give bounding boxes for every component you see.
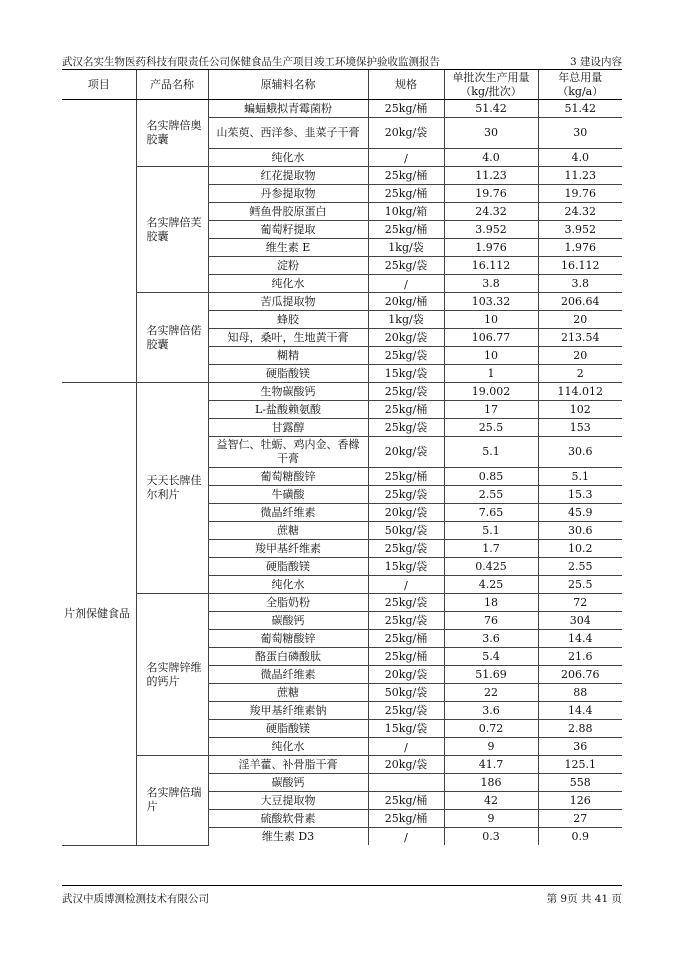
material-name-cell: 硬脂酸镁 xyxy=(208,720,368,738)
annual-amount-cell: 21.6 xyxy=(538,648,622,666)
raw-materials-table xyxy=(62,70,622,846)
material-name-cell: 葡萄糖酸锌 xyxy=(208,468,368,486)
material-name-cell: 红花提取物 xyxy=(208,167,368,185)
spec-cell: 25kg/袋 xyxy=(368,257,444,275)
spec-cell: / xyxy=(368,576,444,594)
annual-amount-cell: 206.76 xyxy=(538,666,622,684)
annual-amount-cell: 1.976 xyxy=(538,239,622,257)
batch-amount-cell: 17 xyxy=(444,401,538,419)
material-name-cell: 丹参提取物 xyxy=(208,185,368,203)
material-name-cell: L-盐酸赖氨酸 xyxy=(208,401,368,419)
material-name-cell: 微晶纤维素 xyxy=(208,666,368,684)
material-name-cell: 维生素 E xyxy=(208,239,368,257)
table-row xyxy=(62,594,622,612)
material-name-cell: 生物碳酸钙 xyxy=(208,383,368,401)
annual-amount-cell: 2.55 xyxy=(538,558,622,576)
material-name-cell: 硫酸软骨素 xyxy=(208,810,368,828)
batch-amount-cell: 0.425 xyxy=(444,558,538,576)
product-name-cell: 名实牌倍芙胶囊 xyxy=(136,167,208,293)
material-name-cell: 甘露醇 xyxy=(208,419,368,437)
section-label: 3 建设内容 xyxy=(569,56,622,68)
batch-amount-cell: 0.72 xyxy=(444,720,538,738)
annual-amount-cell: 126 xyxy=(538,792,622,810)
annual-amount-cell: 10.2 xyxy=(538,540,622,558)
annual-amount-cell: 30.6 xyxy=(538,437,622,468)
batch-amount-cell: 22 xyxy=(444,684,538,702)
batch-amount-cell: 25.5 xyxy=(444,419,538,437)
annual-amount-cell: 19.76 xyxy=(538,185,622,203)
batch-amount-cell: 2.55 xyxy=(444,486,538,504)
col-header: 原辅料名称 xyxy=(208,70,368,100)
annual-amount-cell: 153 xyxy=(538,419,622,437)
annual-amount-cell: 25.5 xyxy=(538,576,622,594)
spec-cell: 25kg/袋 xyxy=(368,419,444,437)
spec-cell: 25kg/袋 xyxy=(368,612,444,630)
batch-amount-cell: 10 xyxy=(444,311,538,329)
material-name-cell: 碳酸钙 xyxy=(208,774,368,792)
col-header: 年总用量（kg/a） xyxy=(538,70,622,100)
material-name-cell: 淀粉 xyxy=(208,257,368,275)
spec-cell: 20kg/袋 xyxy=(368,666,444,684)
col-header: 单批次生产用量（kg/批次） xyxy=(444,70,538,100)
spec-cell: 20kg/袋 xyxy=(368,437,444,468)
col-header: 规格 xyxy=(368,70,444,100)
col-header: 产品名称 xyxy=(136,70,208,100)
table-row xyxy=(62,383,622,401)
spec-cell: 25kg/袋 xyxy=(368,540,444,558)
annual-amount-cell: 51.42 xyxy=(538,100,622,118)
spec-cell: 25kg/桶 xyxy=(368,401,444,419)
batch-amount-cell: 10 xyxy=(444,347,538,365)
table-row xyxy=(62,167,622,185)
spec-cell: 25kg/桶 xyxy=(368,468,444,486)
table-body xyxy=(62,100,622,846)
spec-cell: 25kg/桶 xyxy=(368,648,444,666)
material-name-cell: 葡萄糖酸锌 xyxy=(208,630,368,648)
spec-cell: 50kg/袋 xyxy=(368,522,444,540)
spec-cell: 1kg/袋 xyxy=(368,239,444,257)
material-name-cell: 纯化水 xyxy=(208,149,368,167)
batch-amount-cell: 19.002 xyxy=(444,383,538,401)
footer-rule xyxy=(62,885,622,886)
batch-amount-cell: 51.42 xyxy=(444,100,538,118)
annual-amount-cell: 2 xyxy=(538,365,622,383)
batch-amount-cell: 1.7 xyxy=(444,540,538,558)
batch-amount-cell: 106.77 xyxy=(444,329,538,347)
batch-amount-cell: 42 xyxy=(444,792,538,810)
table-header-row xyxy=(62,70,622,100)
material-name-cell: 蝙蝠蛾拟青霉菌粉 xyxy=(208,100,368,118)
annual-amount-cell: 3.952 xyxy=(538,221,622,239)
annual-amount-cell: 27 xyxy=(538,810,622,828)
product-name-cell: 名实牌锌维的钙片 xyxy=(136,594,208,756)
material-name-cell: 羧甲基纤维素 xyxy=(208,540,368,558)
annual-amount-cell: 0.9 xyxy=(538,828,622,846)
report-title: 武汉名实生物医药科技有限责任公司保健食品生产项目竣工环境保护验收监测报告 xyxy=(62,56,440,68)
annual-amount-cell: 206.64 xyxy=(538,293,622,311)
spec-cell: 25kg/袋 xyxy=(368,702,444,720)
batch-amount-cell: 0.3 xyxy=(444,828,538,846)
batch-amount-cell: 5.4 xyxy=(444,648,538,666)
annual-amount-cell: 88 xyxy=(538,684,622,702)
spec-cell: 15kg/袋 xyxy=(368,558,444,576)
table-row xyxy=(62,756,622,774)
spec-cell: 15kg/袋 xyxy=(368,365,444,383)
spec-cell: 25kg/袋 xyxy=(368,486,444,504)
batch-amount-cell: 3.6 xyxy=(444,702,538,720)
annual-amount-cell: 125.1 xyxy=(538,756,622,774)
spec-cell: 25kg/桶 xyxy=(368,221,444,239)
spec-cell: 25kg/桶 xyxy=(368,630,444,648)
annual-amount-cell: 45.9 xyxy=(538,504,622,522)
annual-amount-cell: 558 xyxy=(538,774,622,792)
material-name-cell: 蔗糖 xyxy=(208,522,368,540)
spec-cell: 20kg/袋 xyxy=(368,504,444,522)
annual-amount-cell: 14.4 xyxy=(538,702,622,720)
material-name-cell: 苦瓜提取物 xyxy=(208,293,368,311)
spec-cell: 15kg/袋 xyxy=(368,720,444,738)
material-name-cell: 葡萄籽提取 xyxy=(208,221,368,239)
annual-amount-cell: 20 xyxy=(538,311,622,329)
annual-amount-cell: 213.54 xyxy=(538,329,622,347)
annual-amount-cell: 24.32 xyxy=(538,203,622,221)
annual-amount-cell: 20 xyxy=(538,347,622,365)
annual-amount-cell: 2.88 xyxy=(538,720,622,738)
material-name-cell: 益智仁、牡蛎、鸡内金、香橼干膏 xyxy=(208,437,368,468)
annual-amount-cell: 14.4 xyxy=(538,630,622,648)
table-row xyxy=(62,293,622,311)
batch-amount-cell: 9 xyxy=(444,810,538,828)
batch-amount-cell: 5.1 xyxy=(444,437,538,468)
batch-amount-cell: 19.76 xyxy=(444,185,538,203)
spec-cell: 25kg/桶 xyxy=(368,185,444,203)
spec-cell: 20kg/袋 xyxy=(368,118,444,149)
spec-cell: 25kg/袋 xyxy=(368,594,444,612)
annual-amount-cell: 4.0 xyxy=(538,149,622,167)
batch-amount-cell: 186 xyxy=(444,774,538,792)
material-name-cell: 微晶纤维素 xyxy=(208,504,368,522)
category-cell: 片剂保健食品 xyxy=(62,383,136,846)
spec-cell: 25kg/袋 xyxy=(368,383,444,401)
batch-amount-cell: 24.32 xyxy=(444,203,538,221)
spec-cell: 20kg/袋 xyxy=(368,756,444,774)
spec-cell: 50kg/袋 xyxy=(368,684,444,702)
product-name-cell: 名实牌倍奥胶囊 xyxy=(136,100,208,167)
batch-amount-cell: 3.952 xyxy=(444,221,538,239)
spec-cell: / xyxy=(368,738,444,756)
material-name-cell: 大豆提取物 xyxy=(208,792,368,810)
annual-amount-cell: 72 xyxy=(538,594,622,612)
col-header: 项目 xyxy=(62,70,136,100)
batch-amount-cell: 4.0 xyxy=(444,149,538,167)
batch-amount-cell: 3.8 xyxy=(444,275,538,293)
material-name-cell: 纯化水 xyxy=(208,576,368,594)
annual-amount-cell: 3.8 xyxy=(538,275,622,293)
annual-amount-cell: 16.112 xyxy=(538,257,622,275)
annual-amount-cell: 15.3 xyxy=(538,486,622,504)
page-number: 第 9页 共 41 页 xyxy=(546,893,622,905)
annual-amount-cell: 30 xyxy=(538,118,622,149)
footer-company: 武汉中质博测检测技术有限公司 xyxy=(62,893,209,905)
annual-amount-cell: 5.1 xyxy=(538,468,622,486)
material-name-cell: 硬脂酸镁 xyxy=(208,365,368,383)
spec-cell: 25kg/袋 xyxy=(368,347,444,365)
material-name-cell: 淫羊藿、补骨脂干膏 xyxy=(208,756,368,774)
table-row xyxy=(62,100,622,118)
material-name-cell: 羧甲基纤维素钠 xyxy=(208,702,368,720)
material-name-cell: 蜂胶 xyxy=(208,311,368,329)
material-name-cell: 牛磺酸 xyxy=(208,486,368,504)
annual-amount-cell: 30.6 xyxy=(538,522,622,540)
batch-amount-cell: 1.976 xyxy=(444,239,538,257)
material-name-cell: 碳酸钙 xyxy=(208,612,368,630)
spec-cell: / xyxy=(368,149,444,167)
batch-amount-cell: 5.1 xyxy=(444,522,538,540)
batch-amount-cell: 1 xyxy=(444,365,538,383)
batch-amount-cell: 76 xyxy=(444,612,538,630)
spec-cell: 25kg/桶 xyxy=(368,100,444,118)
material-name-cell: 知母，桑叶，生地黄干膏 xyxy=(208,329,368,347)
batch-amount-cell: 9 xyxy=(444,738,538,756)
material-name-cell: 山茱萸、西洋参、韭菜子干膏 xyxy=(208,118,368,149)
batch-amount-cell: 7.65 xyxy=(444,504,538,522)
material-name-cell: 纯化水 xyxy=(208,738,368,756)
annual-amount-cell: 36 xyxy=(538,738,622,756)
annual-amount-cell: 11.23 xyxy=(538,167,622,185)
batch-amount-cell: 30 xyxy=(444,118,538,149)
material-name-cell: 全脂奶粉 xyxy=(208,594,368,612)
spec-cell: 25kg/桶 xyxy=(368,810,444,828)
material-name-cell: 蔗糖 xyxy=(208,684,368,702)
spec-cell: 20kg/桶 xyxy=(368,293,444,311)
annual-amount-cell: 102 xyxy=(538,401,622,419)
category-cell xyxy=(62,100,136,383)
batch-amount-cell: 0.85 xyxy=(444,468,538,486)
material-name-cell: 维生素 D3 xyxy=(208,828,368,846)
spec-cell: / xyxy=(368,828,444,846)
batch-amount-cell: 16.112 xyxy=(444,257,538,275)
spec-cell: 25kg/桶 xyxy=(368,167,444,185)
batch-amount-cell: 11.23 xyxy=(444,167,538,185)
spec-cell: 1kg/袋 xyxy=(368,311,444,329)
product-name-cell: 名实牌倍偌胶囊 xyxy=(136,293,208,383)
material-name-cell: 硬脂酸镁 xyxy=(208,558,368,576)
material-name-cell: 糊精 xyxy=(208,347,368,365)
spec-cell: / xyxy=(368,275,444,293)
batch-amount-cell: 41.7 xyxy=(444,756,538,774)
batch-amount-cell: 103.32 xyxy=(444,293,538,311)
annual-amount-cell: 114.012 xyxy=(538,383,622,401)
batch-amount-cell: 4.25 xyxy=(444,576,538,594)
spec-cell xyxy=(368,774,444,792)
material-name-cell: 鳕鱼骨胶原蛋白 xyxy=(208,203,368,221)
product-name-cell: 天天长牌佳尔利片 xyxy=(136,383,208,594)
annual-amount-cell: 304 xyxy=(538,612,622,630)
spec-cell: 20kg/袋 xyxy=(368,329,444,347)
batch-amount-cell: 3.6 xyxy=(444,630,538,648)
product-name-cell: 名实牌倍瑞片 xyxy=(136,756,208,846)
material-name-cell: 酪蛋白磷酸肽 xyxy=(208,648,368,666)
spec-cell: 25kg/桶 xyxy=(368,792,444,810)
material-name-cell: 纯化水 xyxy=(208,275,368,293)
batch-amount-cell: 51.69 xyxy=(444,666,538,684)
batch-amount-cell: 18 xyxy=(444,594,538,612)
spec-cell: 10kg/箱 xyxy=(368,203,444,221)
